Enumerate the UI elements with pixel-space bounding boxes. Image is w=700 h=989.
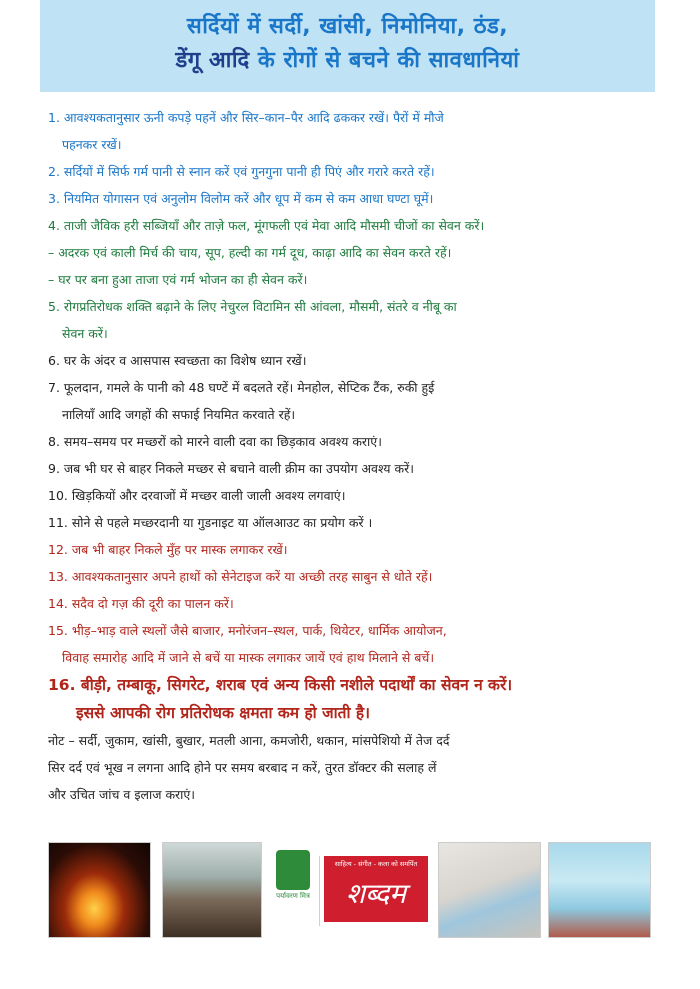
paryavaran-mitra-logo [272,842,314,938]
photo-strip [48,842,652,940]
logo-divider [319,856,320,926]
title-line-2-dark: डेंगू आदि [175,48,250,73]
list-line: 7. फूलदान, गमले के पानी को 48 घण्टें में बदलते रहें। मेनहोल, सेप्टिक टैंक, रुकी हुई [48,380,435,395]
list-line: 3. नियमित योगासन एवं अनुलोम विलोम करें और धूप में कम से कम आधा घण्टा घूमें। [48,191,434,206]
list-line: 6. घर के अंदर व आसपास स्वच्छता का विशेष ध्यान रखें। [48,353,307,368]
list-line: 4. ताजी जैविक हरी सब्जियाँ और ताज़े फल, मूंगफली एवं मेवा आदि मौसमी चीजों का सेवन करें। [48,218,485,233]
list-line: 8. समय–समय पर मच्छरों को मारने वाली दवा का छिड़काव अवश्य कराएं। [48,434,382,449]
list-line: 12. जब भी बाहर निकले मुँह पर मास्क लगाकर रखें। [48,542,288,557]
shabdam-logo [324,856,428,922]
yoga-photo [162,842,262,938]
list-line: 15. भीड़–भाड़ वाले स्थलों जैसे बाजार, मनोरंजन–स्थल, पार्क, थियेटर, धार्मिक आयोजन, [48,623,447,638]
list-line: नालियाँ आदि जगहों की सफाई नियमित करवाते रहें। [62,407,296,422]
list-line: – घर पर बना हुआ ताजा एवं गर्म भोजन का ही सेवन करें। [48,272,308,287]
list-line: 13. आवश्यकतानुसार अपने हाथों को सेनेटाइज करें या अच्छी तरह साबुन से धोते रहें। [48,569,433,584]
note-line: सिर दर्द एवं भूख न लगना आदि होने पर समय बरबाद न करें, तुरत डॉक्टर की सलाह लें [48,760,437,775]
list-line: 9. जब भी घर से बाहर निकले मच्छर से बचाने वाली क्रीम का उपयोग अवश्य करें। [48,461,414,476]
list-line: 2. सर्दियों में सिर्फ गर्म पानी से स्नान करें एवं गुनगुना पानी ही पिएं और गरारे करते रहें। [48,164,435,179]
baby-mosquito-net-photo [548,842,651,938]
list-line: 11. सोने से पहले मच्छरदानी या गुडनाइट या ऑलआउट का प्रयोग करें । [48,515,373,530]
shabdam-tagline: साहित्य - संगीत - कला को समर्पित [334,860,418,868]
list-line: – अदरक एवं काली मिर्च की चाय, सूप, हल्दी का गर्म दूध, काढ़ा आदि का सेवन करते रहें। [48,245,452,260]
note-line: और उचित जांच व इलाज कराएं। [48,787,196,802]
list-line: विवाह समारोह आदि में जाने से बचें या मास्क लगाकर जायें एवं हाथ मिलाने से बचें। [62,650,435,665]
list-line-emphasis: इससे आपकी रोग प्रतिरोधक क्षमता कम हो जाती है। [76,704,370,722]
title-line-2-blue: के रोगों से बचने की सावधानियां [257,48,520,73]
precautions-list [48,104,663,808]
list-line: 1. आवश्यकतानुसार ऊनी कपड़े पहनें और सिर–कान–पैर आदि ढककर रखें। पैरों में मौजे [48,110,444,125]
note-line: नोट – सर्दी, जुकाम, खांसी, बुखार, मतली आना, कमजोरी, थकान, मांसपेशियो में तेज दर्द [48,733,450,748]
list-line: 5. रोगप्रतिरोधक शक्ति बढ़ाने के लिए नेचुरल विटामिन सी आंवला, मौसमी, संतरे व नीबू का [48,299,457,314]
title-line-2 [40,44,655,78]
bonfire-photo [48,842,151,938]
shabdam-name: शब्दम [346,877,406,910]
list-line: सेवन करें। [62,326,108,341]
list-line: 10. खिड़कियों और दरवाजों में मच्छर वाली जाली अवश्य लगवाएं। [48,488,346,503]
list-line: 14. सदैव दो गज़ की दूरी का पालन करें। [48,596,234,611]
title-banner [40,0,655,92]
tree-icon [276,850,310,890]
mask-sanitizer-photo [438,842,541,938]
list-line-emphasis: 16. बीड़ी, तम्बाकू, सिगरेट, शराब एवं अन्य किसी नशीले पदार्थों का सेवन न करें। [48,676,513,694]
title-line-1: सर्दियों में सर्दी, खांसी, निमोनिया, ठंड, [186,14,509,39]
list-line: पहनकर रखें। [62,137,122,152]
tree-logo-caption: पर्यावरण मित्र [276,892,310,900]
